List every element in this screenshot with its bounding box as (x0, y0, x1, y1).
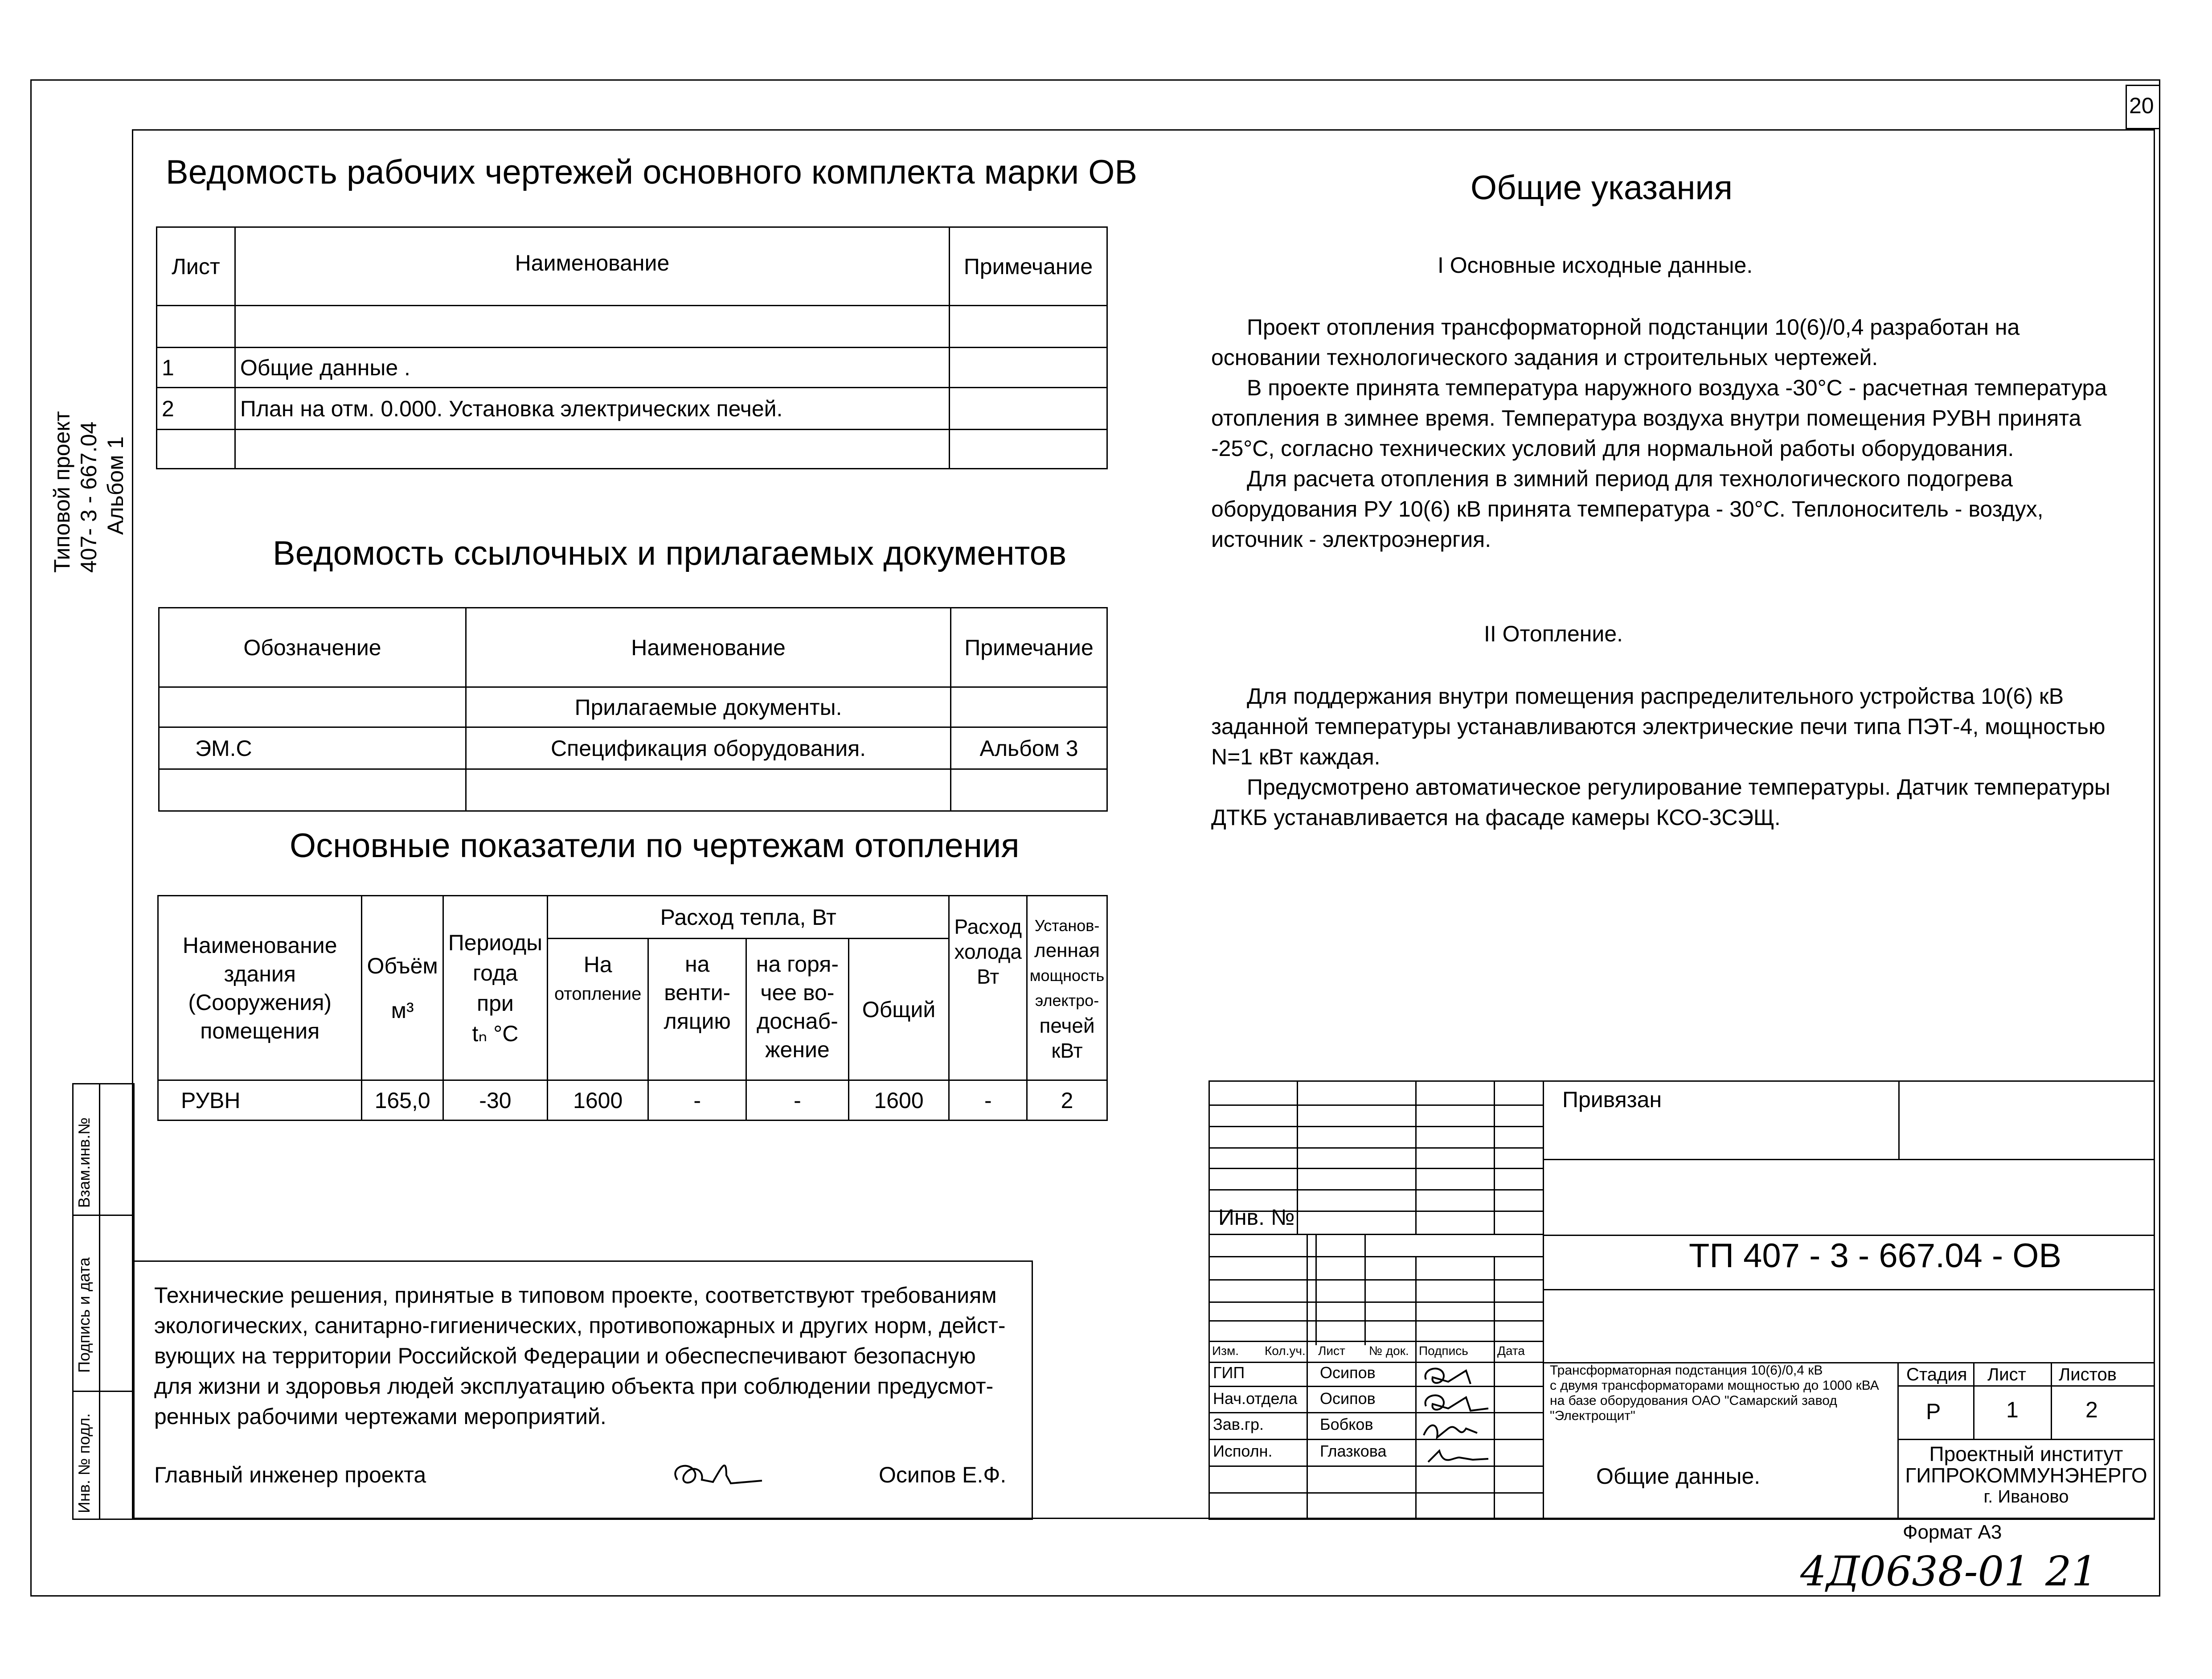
drawings-header-note: Примечание (950, 227, 1107, 306)
references-list-title: Ведомость ссылочных и прилагаемых документов (273, 534, 1067, 572)
chief-signature (660, 1449, 766, 1498)
indicators-header-power: Установ- ленная мощность электро- печей кВт (1027, 896, 1107, 1080)
tb-header-date: Дата (1497, 1344, 1525, 1358)
tb-role-nach: Нач.отдела (1213, 1389, 1298, 1408)
archive-number: 4Д0638-01 (1800, 1548, 2030, 1595)
references-list-table (158, 607, 1108, 812)
table-row: ЭМ.С Спецификация оборудования. Альбом 3 (159, 727, 1107, 769)
drawing-name: Общие данные. (1596, 1464, 1761, 1489)
indicators-header-name: Наименование здания (Сооружения) помещения (158, 896, 362, 1080)
drawings-list-table (156, 226, 1108, 469)
project-code: ТП 407 - 3 - 667.04 - ОВ (1689, 1237, 2062, 1275)
tb-role-ispoln: Исполн. (1213, 1442, 1273, 1460)
compliance-text: Технические решения, принятые в типовом проекте, соответствуют требованиям экологических, санитарно-гигиенических, противопожарных и других норм, дейст- вующих на территории Российской Федерации и обеспеспечивают безопасную для жизни и здоровья людей эксплуатацию объекта при соблюдении предусмот- ренных рабочими чертежами мероприятий. (154, 1283, 1006, 1429)
indicators-table (157, 895, 1108, 1121)
indicators-header-hotwater: на горя- чее во- доснаб- жение (746, 939, 848, 1080)
drawings-header-sheet: Лист (157, 227, 235, 306)
indicators-header-heat: Расход тепла, Вт (548, 896, 949, 939)
general-paragraphs-2: Для поддержания внутри помещения распределительного устройства 10(6) кВ заданной температуры устанавливаются электрические печи типа ПЭТ-4, мощностью N=1 кВт каждая. Предусмотрено автоматическое регулирование температуры. Датчик температуры ДТКБ устанавливается на фасаде камеры КСО-3СЭЩ. (1211, 684, 2110, 830)
sheets-label: Листов (2059, 1365, 2117, 1384)
references-header-code: Обозначение (159, 608, 466, 687)
indicators-header-volume: Объём м³ (362, 896, 443, 1080)
tb-role-zav: Зав.гр. (1213, 1415, 1264, 1433)
tb-header-kolvo: Кол.уч. (1265, 1344, 1306, 1358)
tb-name-zav: Бобков (1320, 1415, 1373, 1433)
general-paragraphs-1: Проект отопления трансформаторной подстанции 10(6)/0,4 разработан на основании технологического задания и строительных чертежей. В проекте принята температура наружного воздуха -30°C - расчетная температура отопления в зимнее время. Температура воздуха внутри помещения РУВН принята -25°C, согласно технических условий для нормальной работы оборудования. Для расчета отопления в зимний период для технологического подогрева оборудования РУ 10(6) кВ принята температура - 30°C. Теплоноситель - воздух, источник - электроэнергия. (1211, 315, 2107, 552)
references-header-note: Примечание (951, 608, 1107, 687)
privyazan-label: Привязан (1562, 1087, 1662, 1112)
side-stamp-line3: Альбом 1 (103, 436, 128, 535)
chief-engineer-name: Осипов Е.Ф. (879, 1462, 1007, 1487)
inv-no-label: Инв. № (1218, 1205, 1295, 1230)
table-row: 1 Общие данные . (157, 348, 1107, 388)
tb-header-izm: Изм. (1212, 1344, 1239, 1358)
sheet-value: 1 (2006, 1397, 2019, 1422)
tb-name-gip: Осипов (1320, 1363, 1376, 1382)
references-section: Прилагаемые документы. (466, 687, 951, 727)
general-title: Общие указания (1471, 169, 1733, 207)
stage-label: Стадия (1906, 1365, 1967, 1384)
indicators-title: Основные показатели по чертежам отопления (290, 827, 1020, 865)
indicators-header-periods: Периоды года при tₙ °C (443, 896, 547, 1080)
inv-podl-label: Инв. № подл. (75, 1413, 93, 1513)
general-section2: II Отопление. (1484, 621, 1623, 646)
sheet-number: 20 (2129, 93, 2154, 118)
indicators-header-total: Общий (848, 939, 949, 1080)
general-section1: I Основные исходные данные. (1438, 253, 1753, 278)
side-stamp-line1: Типовой проект (49, 411, 74, 573)
table-row: 2 План на отм. 0.000. Установка электрических печей. (157, 388, 1107, 430)
chief-engineer-label: Главный инженер проекта (154, 1462, 426, 1487)
indicators-header-heating: На отопление (548, 939, 648, 1080)
tb-signatures (1417, 1362, 1494, 1469)
drawings-list-title: Ведомость рабочих чертежей основного комплекта марки ОВ (166, 153, 1138, 191)
sheets-value: 2 (2085, 1397, 2098, 1422)
tb-role-gip: ГИП (1213, 1363, 1245, 1382)
indicators-header-cold: Расход холода Вт (949, 896, 1027, 1080)
references-header-name: Наименование (466, 608, 951, 687)
sheet-label: Лист (1987, 1365, 2026, 1384)
organization: Проектный институт ГИПРОКОММУНЭНЕРГО г. Иваново (1905, 1442, 2147, 1507)
stage-value: Р (1926, 1399, 1941, 1424)
archive-page: 21 (2045, 1548, 2098, 1595)
indicators-header-vent: на венти- ляцию (648, 939, 746, 1080)
tb-header-sign: Подпись (1419, 1344, 1468, 1358)
tb-header-doc: № док. (1369, 1344, 1409, 1358)
table-row: РУВН 165,0 -30 1600 - - 1600 - 2 (158, 1080, 1107, 1121)
tb-name-ispoln: Глазкова (1320, 1442, 1387, 1460)
format-label: Формат А3 (1903, 1521, 2002, 1543)
side-stamp-line2: 407- 3 - 667.04 (76, 421, 101, 573)
vzam-inv-label: Взам.инв.№ (75, 1117, 93, 1208)
tb-name-nach: Осипов (1320, 1389, 1376, 1408)
tb-header-list: Лист (1318, 1344, 1345, 1358)
drawings-header-name: Наименование (235, 227, 949, 306)
podpis-data-label: Подпись и дата (75, 1257, 93, 1373)
object-name: Трансформаторная подстанция 10(6)/0,4 кВ с двумя трансформаторами мощностью до 1000 кВА на базе оборудования ОАО "Самарский завод "Электрощит" (1550, 1363, 1879, 1423)
